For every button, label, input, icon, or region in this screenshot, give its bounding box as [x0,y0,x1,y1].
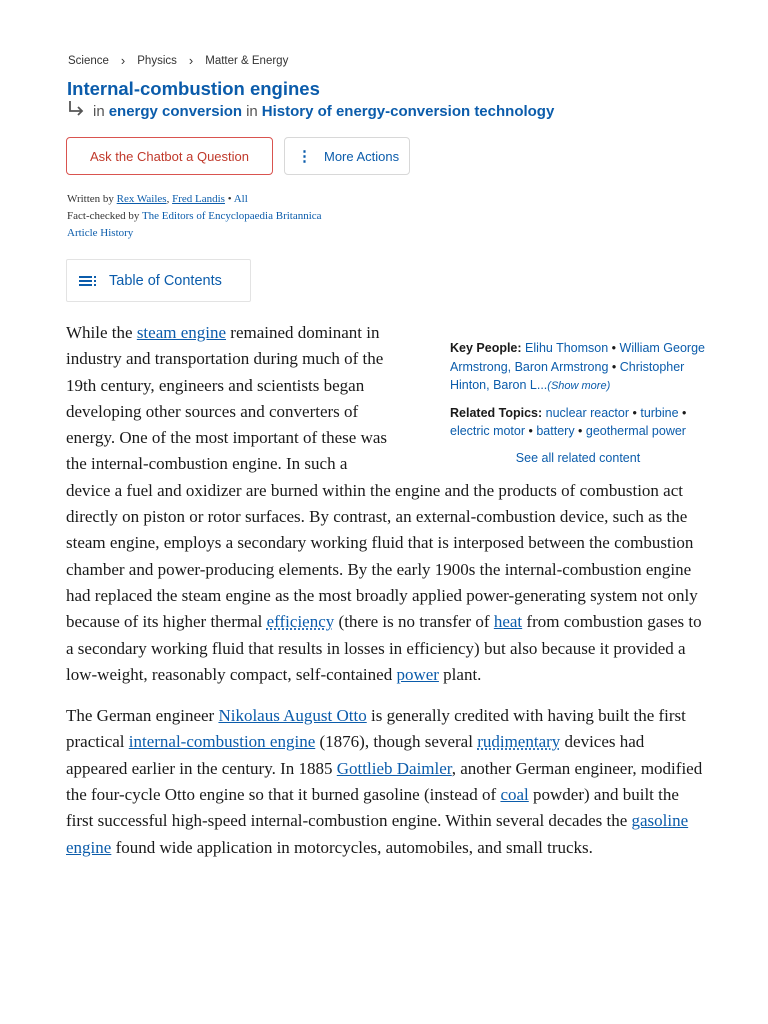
article-credits [67,191,322,242]
text-run: powder) and built the first successful high-speed internal-combustion engine. Within several decades the [66,785,679,831]
bullet-separator: • [525,424,537,438]
text-run: remained dominant in industry and transportation during much of the 19th century, engineers and scientists began developing other sources and converters of energy. One of the most important of these was the internal-combustion engine. In such a device a fuel and oxidizer are burned within the engine and the products of combustion act directly on piston or rotor surfaces. By contrast, an external-combustion device, such as the steam engine, employs a secondary working fluid that is interposed between the combustion chamber and power-producing elements. By the early 1900s the internal-combustion engine had replaced the steam engine as the most broadly applied power-generating system not only because of its higher thermal [66,323,698,632]
subtitle-prep: in [246,102,258,120]
text-run: (there is no transfer of [334,612,494,632]
vertical-dots-icon: ⋮ [297,148,312,165]
text-run: (1876), though several [315,732,478,752]
more-actions-button[interactable] [284,137,410,175]
text-run: found wide application in motorcycles, automobiles, and small trucks. [111,837,593,857]
written-by-line [67,191,322,208]
show-more-link[interactable]: (Show more) [547,380,611,392]
bullet-separator: • [608,341,620,355]
editors-link[interactable]: The Editors of Encyclopaedia Britannica [141,210,322,222]
rudimentary-link[interactable]: rudimentary [477,732,561,752]
written-by-label: Written by [67,193,114,205]
breadcrumb-physics[interactable]: Physics [137,54,177,67]
all-authors-link[interactable]: All [233,193,248,205]
bullet-separator: • [629,405,641,420]
text-run: While the [66,323,137,342]
key-person-link[interactable]: William George Armstrong, Baron Armstrong [450,341,705,374]
text-run: from combustion gases to a secondary working fluid that results in losses in efficiency) but also because it provided a low-weight, reasonably compact, self-contained [66,612,702,684]
key-person-link[interactable]: Elihu Thomson [525,341,609,355]
efficiency-link[interactable]: efficiency [266,612,335,632]
otto-link[interactable]: Nikolaus August Otto [218,706,367,726]
chevron-right-icon: › [120,53,126,68]
text-run: The German engineer [66,706,219,726]
fact-checked-line [67,208,322,225]
key-person-link[interactable]: Christopher Hinton, Baron L... [450,359,685,392]
subtitle [67,100,558,122]
table-of-contents-button[interactable] [66,259,251,302]
article-paragraph [66,703,706,861]
chevron-right-icon: › [188,53,194,68]
ask-chatbot-label: Ask the Chatbot a Question [90,148,249,164]
power-link[interactable]: power [396,664,439,684]
text-run: , another German engineer, modified the four-cycle Otto engine so that it burned gasoline (instead of [66,758,703,805]
daimler-link[interactable]: Gottlieb Daimler [336,758,452,778]
table-of-contents-label: Table of Contents [109,272,222,289]
key-people [450,339,706,396]
see-all-related-link[interactable]: See all related content [515,450,641,465]
related-topics [450,404,706,441]
author-link[interactable]: Fred Landis [172,193,225,205]
ask-chatbot-button[interactable] [66,137,273,175]
breadcrumb [68,53,288,68]
key-people-label: Key People: [450,341,522,355]
breadcrumb-matter-energy[interactable]: Matter & Energy [205,54,289,67]
steam-engine-link[interactable]: steam engine [136,323,227,342]
related-topic-link[interactable]: nuclear reactor [545,405,630,420]
fact-checked-label: Fact-checked by [67,210,140,222]
author-separator: , [166,193,170,205]
return-arrow-icon [67,100,87,122]
related-topic-link[interactable]: geothermal power [585,424,686,438]
gasoline-engine-link[interactable]: gasoline engine [66,811,689,857]
subtitle-prep: in [93,102,105,120]
page-title: Internal-combustion engines [67,78,320,99]
coal-link[interactable]: coal [500,785,529,805]
text-run: devices had appeared earlier in the century. In 1885 [66,732,645,778]
heat-link[interactable]: heat [493,612,523,632]
text-run: is generally credited with having built the first practical [66,706,686,752]
related-topic-link[interactable]: battery [536,424,575,438]
article-history-line [67,225,322,242]
article-body [66,320,706,861]
bullet-separator: • [678,405,687,420]
related-topic-link[interactable]: electric motor [450,424,526,438]
bullet-separator: • [608,359,620,374]
history-energy-conversion-link[interactable]: History of energy-conversion technology [261,102,555,120]
topic-sidebar [450,320,706,467]
list-icon [79,274,99,288]
breadcrumb-science[interactable]: Science [68,54,109,67]
more-actions-label: More Actions [324,148,400,164]
energy-conversion-link[interactable]: energy conversion [108,102,243,120]
author-link[interactable]: Rex Wailes [116,193,167,205]
bullet-separator: • [574,424,586,438]
text-run: plant. [438,664,482,684]
article-history-link[interactable]: Article History [67,227,134,239]
related-topics-label: Related Topics: [450,405,543,420]
internal-combustion-engine-link[interactable]: internal-combustion engine [128,732,316,752]
related-topic-link[interactable]: turbine [640,405,679,420]
bullet-separator: • [227,193,232,205]
